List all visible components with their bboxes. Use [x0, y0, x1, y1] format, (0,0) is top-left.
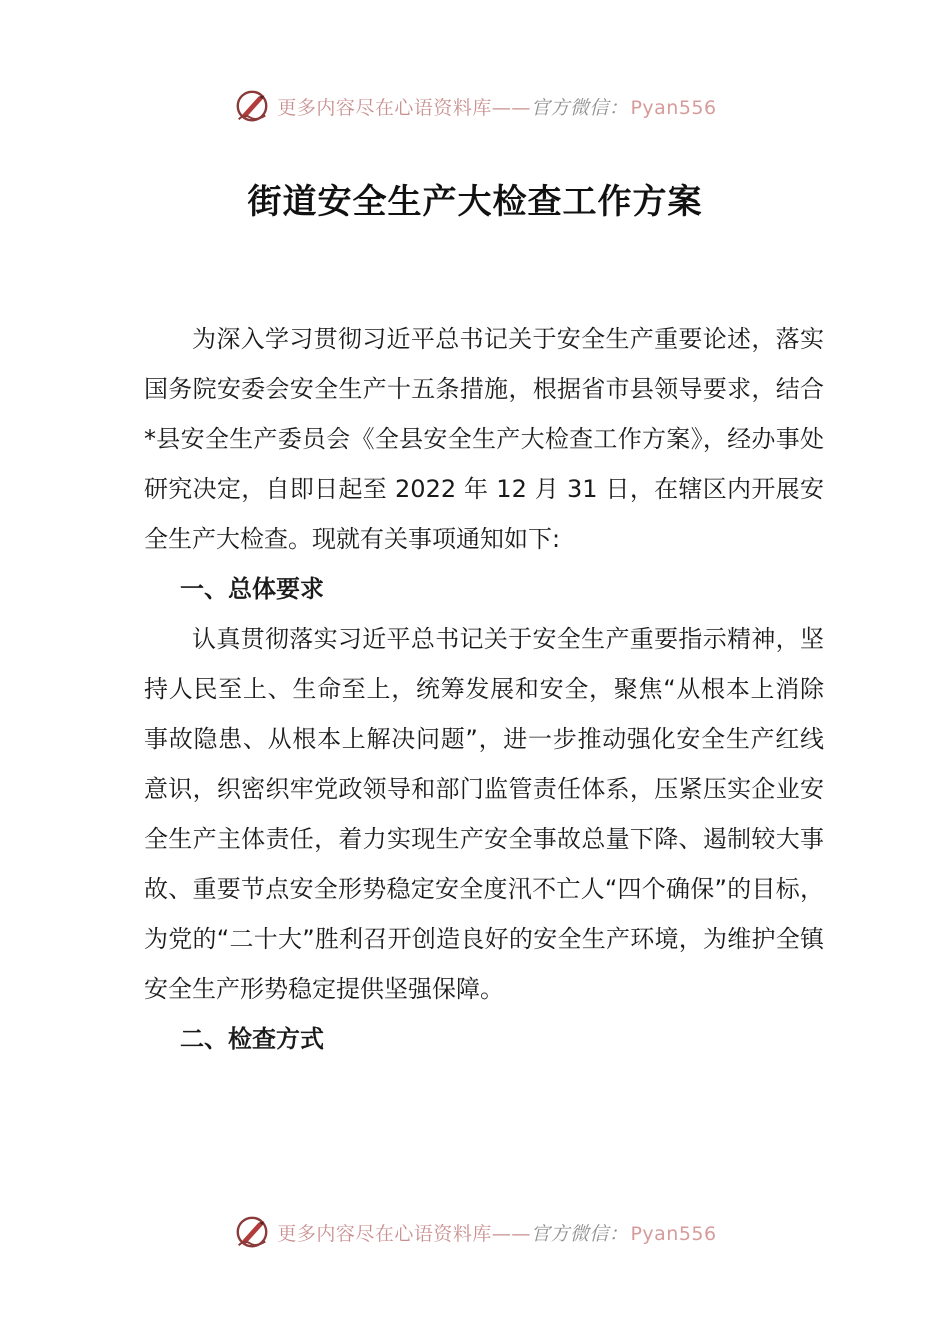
watermark-wechat-label: 官方微信：: [530, 96, 629, 119]
document-title: 街道安全生产大检查工作方案: [247, 182, 703, 222]
watermark-wechat-id: Pyan556: [630, 1222, 717, 1245]
watermark-wechat-id: Pyan556: [630, 96, 717, 119]
document-body: [144, 314, 824, 1064]
section-heading-1: 一、总体要求: [180, 575, 324, 603]
intro-paragraph: 为深入学习贯彻习近平总书记关于安全生产重要论述，落实国务院安委会安全生产十五条措施，根据省市县领导要求，结合*县安全生产委员会《全县安全生产大检查工作方案》，经办事处研究决定，自即日起至 2022 年 12 月 31 日，在辖区内开展安全生产大检查。现就有关事项通知如下:: [144, 325, 824, 553]
watermark-wechat-label: 官方微信：: [530, 1222, 629, 1245]
watermark-main: 更多内容尽在心语资料库——: [277, 96, 531, 119]
watermark-main: 更多内容尽在心语资料库——: [277, 1222, 531, 1245]
pen-logo-icon: [233, 1213, 271, 1251]
pen-logo-icon: [233, 87, 271, 125]
footer-watermark: [0, 1210, 950, 1254]
watermark-text: [277, 1219, 716, 1246]
header-watermark: [0, 84, 950, 128]
section-1-paragraph: 认真贯彻落实习近平总书记关于安全生产重要指示精神，坚持人民至上、生命至上，统筹发展和安全，聚焦“从根本上消除事故隐患、从根本上解决问题”，进一步推动强化安全生产红线意识，织密织牢党政领导和部门监管责任体系，压紧压实企业安全生产主体责任，着力实现生产安全事故总量下降、遏制较大事故、重要节点安全形势稳定安全度汛不亡人“四个确保”的目标，为党的“二十大”胜利召开创造良好的安全生产环境，为维护全镇安全生产形势稳定提供坚强保障。: [144, 625, 824, 1003]
watermark-text: [277, 93, 716, 120]
section-heading-2: 二、检查方式: [180, 1025, 324, 1053]
